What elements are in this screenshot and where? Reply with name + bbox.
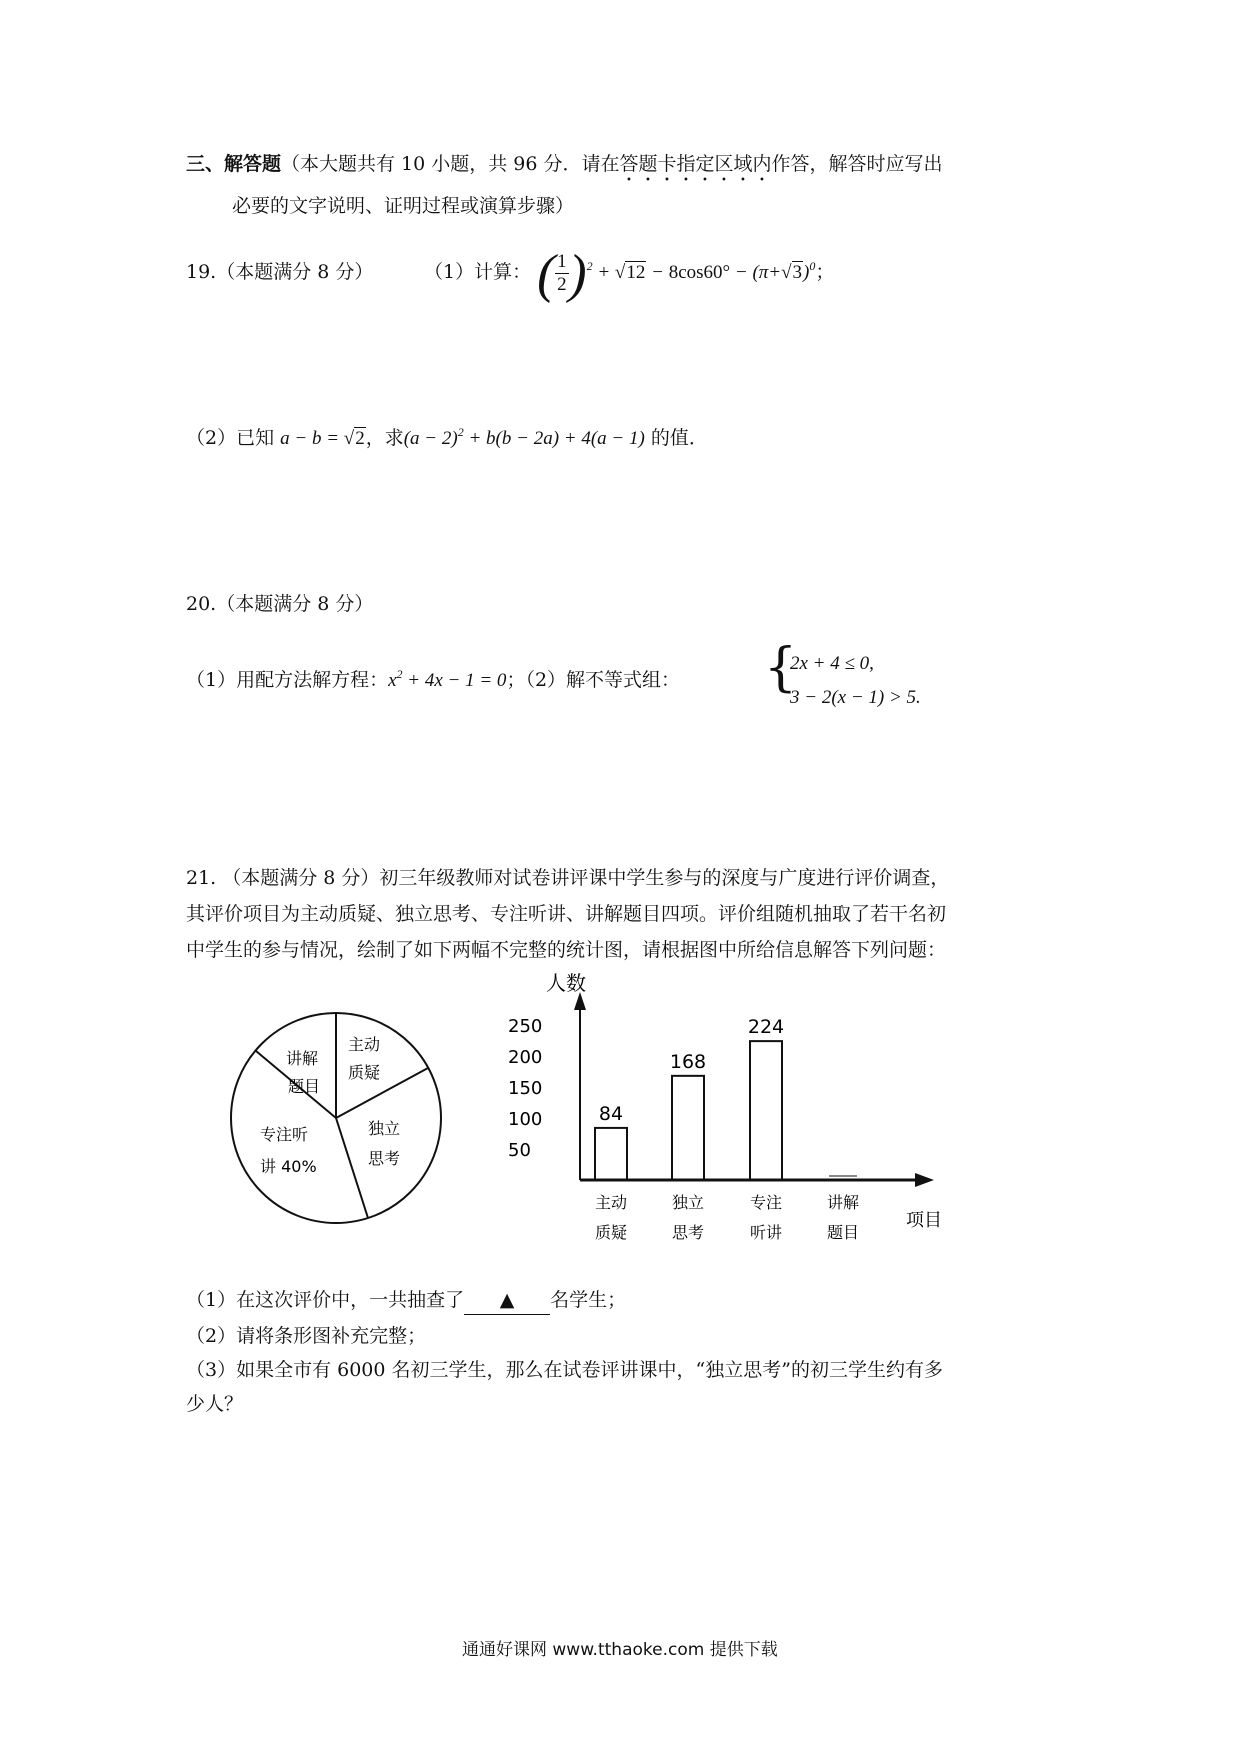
inequality-1: 2x + 4 ≤ 0, <box>790 653 874 674</box>
y-tick-200: 200 <box>508 1047 543 1068</box>
bar-value-label-2: 224 <box>747 1016 785 1039</box>
answer-blank: ▲ <box>464 1286 550 1315</box>
q19-expression: $(a - 2)^2 + b(b - 2a) + 4(a - 1)$ <box>403 425 645 449</box>
q19-part1-label: （1）计算： <box>424 261 532 283</box>
q19-part1-tail: ； <box>815 261 835 283</box>
inequality-brace: { <box>764 638 798 698</box>
pie-label-3a: 专注听 <box>260 1125 309 1144</box>
y-tick-50: 50 <box>508 1140 531 1161</box>
x-category-label-3-2: 题目 <box>826 1223 860 1240</box>
bar-1 <box>672 1076 704 1180</box>
q20-part1-label: （1）用配方法解方程： <box>186 669 389 691</box>
bar-0 <box>595 1128 627 1180</box>
section-intro-a: （本大题共有 10 小题，共 96 分．请在 <box>281 153 620 175</box>
q19-part2-tail: 的值． <box>650 427 708 449</box>
q19-part2-label: （2）已知 <box>186 427 275 449</box>
x-category-label-2-1: 专注 <box>749 1193 783 1212</box>
section-heading <box>186 150 943 186</box>
q19-part2-mid: ，求 <box>365 427 404 449</box>
bar-value-label-1: 168 <box>669 1050 707 1073</box>
pie-chart <box>228 1000 468 1240</box>
pie-label-3b: 讲 40% <box>260 1157 317 1176</box>
x-axis-arrow <box>915 1173 934 1187</box>
x-category-label-0-1: 主动 <box>594 1193 628 1212</box>
q21-line3: 中学生的参与情况，绘制了如下两幅不完整的统计图，请根据图中所给信息解答下列问题： <box>186 939 947 961</box>
bar-value-label-0: 84 <box>598 1102 624 1125</box>
section-intro-emphasis: 答题卡指定区域内 <box>619 153 772 175</box>
y-tick-100: 100 <box>508 1109 543 1130</box>
section-intro-b: 作答，解答时应写出 <box>771 153 943 175</box>
x-category-label-2-2: 听讲 <box>749 1223 783 1240</box>
q21-sub1-a: （1）在这次评价中，一共抽查了 <box>186 1289 465 1311</box>
bar-group <box>595 1016 857 1180</box>
pie-label-4b: 题目 <box>288 1077 321 1096</box>
q21-sub3-line2: 少人？ <box>186 1393 244 1415</box>
x-category-label-3-1: 讲解 <box>826 1193 860 1212</box>
q19-label: 19.（本题满分 8 分） <box>186 261 374 283</box>
pie-label-1b: 质疑 <box>348 1063 381 1082</box>
bar-chart <box>500 970 960 1240</box>
q20-equation: $x^2 + 4x - 1 = 0$ <box>388 667 507 691</box>
q19-part2 <box>186 424 708 453</box>
section-intro-line2: 必要的文字说明、证明过程或演算步骤） <box>232 195 575 217</box>
y-axis-label: 人数 <box>546 971 586 995</box>
q19-part1-expression: ( $\frac{1}{2}$ )$^2 + √12 - 8\cos 60^\circ - (\pi+√3)^0$ <box>537 243 816 304</box>
q21-line1: 21. （本题满分 8 分）初三年级教师对试卷讲评课中学生参与的深度与广度进行评价调查， <box>186 867 950 889</box>
bar-2 <box>750 1041 782 1180</box>
x-category-label-1-1: 独立 <box>671 1193 705 1212</box>
pie-divider-3 <box>336 1118 368 1218</box>
q19-part1 <box>424 240 834 304</box>
pie-label-4a: 讲解 <box>286 1049 319 1068</box>
pie-label-1a: 主动 <box>348 1035 381 1054</box>
q21-line2: 其评价项目为主动质疑、独立思考、专注听讲、讲解题目四项。评价组随机抽取了若干名初 <box>186 903 947 925</box>
q20-label: 20.（本题满分 8 分） <box>186 593 374 615</box>
pie-label-2a: 独立 <box>368 1119 401 1138</box>
inequality-2: 3 − 2(x − 1) > 5. <box>790 687 921 708</box>
q20-part1 <box>186 666 680 695</box>
page-footer: 通通好课网 www.tthaoke.com 提供下载 <box>462 1640 778 1660</box>
q21-sub1-b: 名学生； <box>550 1289 627 1311</box>
section-title: 三、解答题 <box>186 153 282 175</box>
y-tick-group <box>508 1016 542 1161</box>
q21-sub3-line1: （3）如果全市有 6000 名初三学生，那么在试卷评讲课中，“独立思考”的初三学生约有多 <box>186 1359 943 1381</box>
q20-part2-label: ；（2）解不等式组： <box>506 669 681 691</box>
x-category-group <box>595 1193 859 1240</box>
x-category-label-0-2: 质疑 <box>594 1223 628 1240</box>
x-category-label-1-2: 思考 <box>671 1223 705 1240</box>
q19-given: a − b = √2 <box>280 428 365 449</box>
y-tick-150: 150 <box>508 1078 543 1099</box>
q21-sub1 <box>186 1286 626 1315</box>
x-axis-label: 项目 <box>906 1210 942 1231</box>
q21-sub2: （2）请将条形图补充完整； <box>186 1325 427 1347</box>
y-tick-250: 250 <box>508 1016 543 1037</box>
pie-label-2b: 思考 <box>368 1149 401 1168</box>
